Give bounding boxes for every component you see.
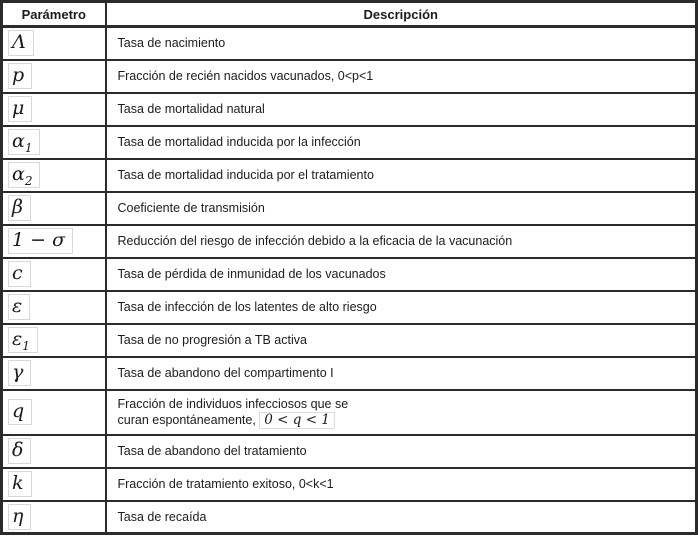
parameter-description: Tasa de pérdida de inmunidad de los vacunados: [117, 267, 386, 281]
description-cell: [106, 468, 697, 501]
symbol-base: α: [12, 130, 25, 152]
parameter-symbol: [8, 129, 40, 155]
table-row-c: [2, 258, 697, 291]
parameter-symbol: [8, 438, 31, 464]
table-row-k: [2, 468, 697, 501]
parameter-description-line1: Fracción de individuos infecciosos que se: [117, 396, 349, 411]
table-row-lambda: [2, 27, 697, 60]
parameter-description: Tasa de recaída: [117, 509, 207, 524]
table-row-mu: [2, 93, 697, 126]
parameter-description: Fracción de tratamiento exitoso, 0<k<1: [117, 477, 334, 491]
table-row-delta: [2, 435, 697, 468]
table-row-q: [2, 390, 697, 435]
table-row-epsilon1: [2, 324, 697, 357]
column-header-descripcion: Descripción: [106, 2, 697, 27]
table-row-alpha2: [2, 159, 697, 192]
parameter-symbol: [8, 360, 31, 386]
parameter-symbol: [8, 294, 30, 320]
description-cell: [106, 27, 697, 60]
description-cell: [106, 60, 697, 93]
table-row-gamma: [2, 357, 697, 390]
description-cell: [106, 225, 697, 258]
parameter-cell: [2, 291, 106, 324]
parameter-cell: [2, 93, 106, 126]
symbol-base: ε: [12, 328, 23, 350]
parameter-symbol: [8, 195, 31, 221]
parameter-cell: [2, 60, 106, 93]
parameter-description: Coeficiente de transmisión: [117, 201, 265, 215]
description-cell: [106, 192, 697, 225]
header-row: [2, 2, 697, 27]
parameter-description: Tasa de mortalidad inducida por el tratamiento: [117, 168, 374, 182]
symbol-base: c: [12, 262, 23, 284]
table-row-epsilon: [2, 291, 697, 324]
description-cell: [106, 501, 697, 534]
symbol-base: Λ: [12, 31, 26, 54]
symbol-base: μ: [12, 97, 25, 119]
parameter-cell: [2, 468, 106, 501]
description-cell: [106, 258, 697, 291]
parameter-cell: [2, 258, 106, 291]
parameter-cell: [2, 324, 106, 357]
parameter-description-line2: [118, 412, 690, 429]
parameter-description: Tasa de nacimiento: [117, 36, 226, 51]
parameter-symbol: [8, 399, 32, 425]
parameter-cell: [2, 501, 106, 534]
parameter-description: Tasa de mortalidad natural: [117, 102, 265, 116]
symbol-subscript: 1: [22, 338, 30, 353]
parameter-description: Tasa de no progresión a TB activa: [117, 333, 307, 347]
symbol-base: α: [12, 163, 25, 185]
parameter-cell: [2, 225, 106, 258]
symbol-base: η: [12, 504, 24, 527]
description-cell: [106, 159, 697, 192]
table-row-one-minus-sigma: [2, 225, 697, 258]
symbol-subscript: 2: [24, 173, 33, 188]
parameter-symbol: [8, 471, 32, 497]
table-row-p: [2, 60, 697, 93]
parameter-symbol: [8, 30, 34, 56]
description-cell: [106, 435, 697, 468]
parameter-symbol: [8, 327, 38, 353]
parameter-cell: [2, 159, 106, 192]
table-row-eta: [2, 501, 697, 534]
parameter-symbol: [8, 63, 32, 89]
parameter-symbol: [8, 261, 31, 287]
symbol-base: β: [12, 196, 23, 218]
parameter-cell: [2, 357, 106, 390]
description-cell: [106, 126, 697, 159]
parameter-symbol: [8, 162, 40, 188]
symbol-base: p: [12, 64, 25, 86]
math-expression: 0 < q < 1: [259, 412, 335, 429]
symbol-base: k: [12, 472, 24, 494]
description-cell: [106, 357, 697, 390]
parameter-description: Tasa de mortalidad inducida por la infección: [117, 135, 361, 149]
symbol-subscript: 1: [24, 140, 33, 155]
table-row-alpha1: [2, 126, 697, 159]
parameter-cell: [2, 192, 106, 225]
description-cell: [106, 390, 697, 435]
symbol-base: q: [12, 400, 25, 422]
parameter-cell: [2, 390, 106, 435]
symbol-base: ε: [12, 295, 23, 317]
parameter-description: Tasa de abandono del compartimento I: [117, 366, 334, 380]
parameter-cell: [2, 126, 106, 159]
parameter-description: Tasa de abandono del tratamiento: [117, 444, 307, 458]
symbol-base: 1 − σ: [12, 229, 66, 251]
parameter-cell: [2, 27, 106, 60]
parameter-symbol: [8, 504, 31, 530]
description-cell: [106, 291, 697, 324]
parameter-symbol: [8, 96, 32, 122]
description-cell: [106, 93, 697, 126]
column-header-parametro: Parámetro: [2, 2, 106, 27]
parameter-description: Tasa de infección de los latentes de alto riesgo: [117, 300, 377, 314]
symbol-base: γ: [12, 361, 24, 383]
parameter-description: Fracción de recién nacidos vacunados, 0<p<1: [117, 69, 374, 83]
symbol-base: δ: [12, 439, 24, 461]
description-cell: [106, 324, 697, 357]
table-row-beta: [2, 192, 697, 225]
parameter-description: Reducción del riesgo de infección debido a la eficacia de la vacunación: [117, 234, 513, 248]
parameter-cell: [2, 435, 106, 468]
parameter-symbol: [8, 228, 73, 254]
description-text: curan espontáneamente,: [117, 412, 260, 427]
